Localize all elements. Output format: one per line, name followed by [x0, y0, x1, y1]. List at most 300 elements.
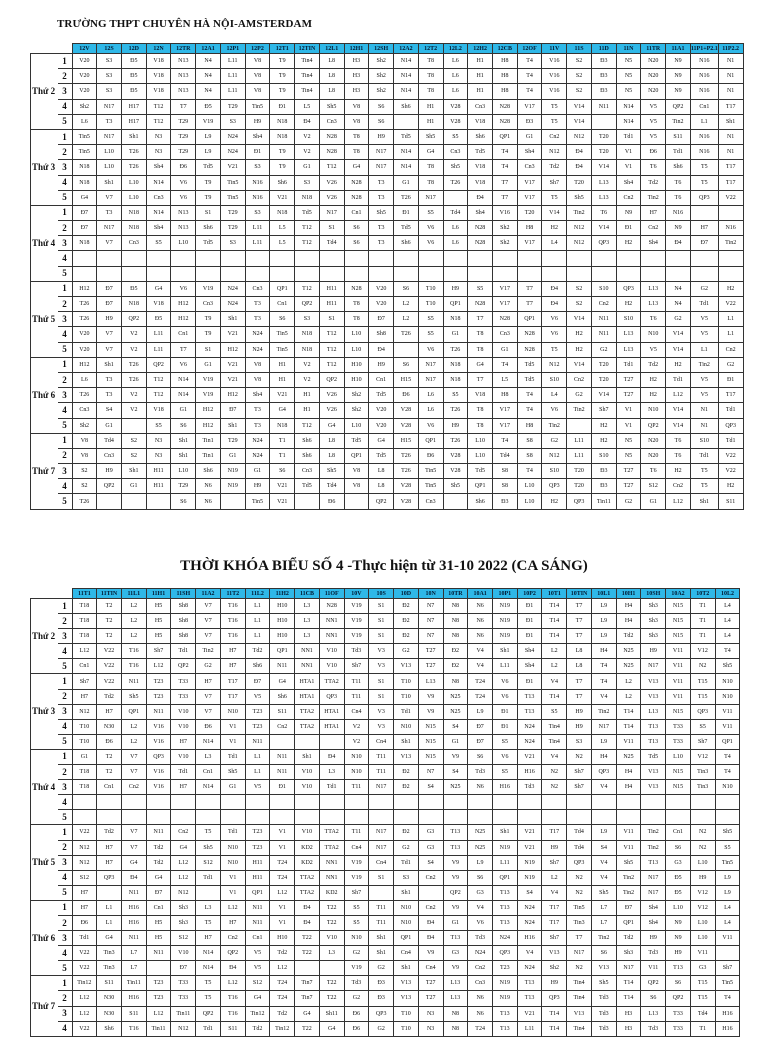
schedule-cell: V8: [72, 433, 97, 448]
schedule-cell: [196, 795, 221, 810]
schedule-cell: [641, 795, 666, 810]
schedule-cell: Sh4: [468, 205, 493, 220]
schedule-cell: S6: [591, 946, 616, 961]
schedule-cell: H16: [121, 915, 146, 930]
schedule-cell: N18: [121, 297, 146, 312]
period-row: [31, 659, 740, 674]
schedule-cell: H7: [97, 840, 122, 855]
schedule-cell: L13: [641, 297, 666, 312]
schedule-cell: S11: [97, 976, 122, 991]
schedule-cell: T8: [344, 297, 369, 312]
schedule-cell: T24: [270, 870, 295, 885]
schedule-cell: N17: [591, 719, 616, 734]
schedule-cell: N28: [517, 342, 542, 357]
schedule-cell: G1: [121, 479, 146, 494]
schedule-cell: N10: [641, 403, 666, 418]
schedule-cell: H17: [121, 99, 146, 114]
period-number: 1: [58, 900, 73, 915]
schedule-cell: V4: [542, 749, 567, 764]
schedule-cell: N24: [468, 946, 493, 961]
schedule-cell: N11: [121, 885, 146, 900]
schedule-cell: T15: [690, 674, 715, 689]
schedule-cell: G2: [394, 840, 419, 855]
schedule-cell: Td1: [616, 129, 641, 144]
schedule-cell: N2: [690, 840, 715, 855]
schedule-cell: Td2: [97, 825, 122, 840]
schedule-cell: T20: [567, 175, 592, 190]
class-column-header: 10L2: [715, 589, 740, 599]
schedule-cell: Cn2: [666, 479, 691, 494]
schedule-cell: Đ3: [369, 976, 394, 991]
schedule-cell: H9: [641, 644, 666, 659]
schedule-cell: S3: [220, 236, 245, 251]
schedule-cell: L2: [121, 719, 146, 734]
schedule-cell: N24: [245, 327, 270, 342]
period-row: [31, 915, 740, 930]
period-row: [31, 855, 740, 870]
schedule-cell: L9: [715, 870, 740, 885]
schedule-cell: T1: [690, 629, 715, 644]
schedule-cell: V18: [146, 84, 171, 99]
schedule-cell: T6: [641, 160, 666, 175]
schedule-cell: T4: [517, 69, 542, 84]
class-column-header: 10L1: [591, 589, 616, 599]
period-number: 1: [58, 976, 73, 991]
schedule-cell: Cn2: [718, 342, 743, 357]
schedule-cell: H7: [72, 689, 97, 704]
schedule-cell: T16: [220, 991, 245, 1006]
schedule-cell: Tin2: [591, 704, 616, 719]
class-column-header: 10T1: [542, 589, 567, 599]
period-row: [31, 689, 740, 704]
schedule-cell: V9: [418, 689, 443, 704]
schedule-cell: N4: [196, 69, 221, 84]
schedule-cell: L3: [319, 765, 344, 780]
schedule-cell: Sh5: [443, 479, 468, 494]
schedule-cell: H9: [542, 976, 567, 991]
schedule-cell: T4: [517, 84, 542, 99]
schedule-cell: V6: [468, 915, 493, 930]
period-number: 4: [58, 175, 73, 190]
schedule-cell: L6: [443, 69, 468, 84]
schedule-cell: H9: [369, 357, 394, 372]
schedule-cell: T6: [641, 464, 666, 479]
schedule-cell: H7: [97, 855, 122, 870]
period-number: 4: [58, 99, 73, 114]
schedule-cell: N15: [666, 614, 691, 629]
class-column-header: 12H2: [468, 44, 493, 54]
schedule-cell: L8: [567, 644, 592, 659]
schedule-cell: Tin2: [690, 357, 718, 372]
schedule-cell: T27: [418, 976, 443, 991]
schedule-cell: V21: [220, 372, 245, 387]
schedule-cell: Đ3: [591, 464, 616, 479]
period-number: 1: [58, 599, 73, 614]
schedule-cell: S10: [542, 464, 567, 479]
schedule-cell: H12: [196, 418, 221, 433]
schedule-cell: Sh1: [492, 644, 517, 659]
schedule-cell: HTA1: [295, 674, 320, 689]
schedule-cell: N15: [418, 734, 443, 749]
schedule-cell: Sh6: [196, 221, 221, 236]
schedule-cell: V7: [196, 689, 221, 704]
schedule-cell: [690, 810, 715, 825]
schedule-cell: [567, 251, 592, 266]
schedule-cell: N13: [171, 54, 196, 69]
schedule-cell: V10: [319, 659, 344, 674]
schedule-cell: N6: [196, 494, 221, 509]
schedule-cell: QP1: [517, 312, 542, 327]
schedule-cell: V21: [270, 190, 295, 205]
schedule-cell: G4: [319, 1021, 344, 1036]
schedule-cell: Sh4: [616, 175, 641, 190]
schedule-cell: N20: [641, 69, 666, 84]
schedule-cell: V20: [369, 403, 394, 418]
schedule-cell: N18: [72, 175, 97, 190]
schedule-cell: [121, 251, 146, 266]
schedule-cell: T16: [121, 659, 146, 674]
class-column-header: 12V: [72, 44, 97, 54]
schedule-cell: [641, 810, 666, 825]
period-number: 5: [58, 961, 73, 976]
schedule-cell: N17: [418, 190, 443, 205]
schedule-cell: S3: [295, 175, 320, 190]
schedule-cell: Td3: [641, 1021, 666, 1036]
schedule-cell: T5: [690, 175, 718, 190]
schedule-cell: Sh7: [542, 931, 567, 946]
schedule-cell: N9: [666, 84, 691, 99]
schedule-cell: H5: [146, 599, 171, 614]
schedule-cell: S2: [72, 464, 97, 479]
schedule-cell: Đ1: [245, 145, 270, 160]
schedule-cell: [344, 251, 369, 266]
schedule-cell: N14: [146, 205, 171, 220]
schedule-cell: T27: [616, 372, 641, 387]
schedule-cell: T17: [718, 388, 743, 403]
schedule-cell: S1: [369, 689, 394, 704]
schedule-cell: [97, 494, 122, 509]
schedule-cell: Đ4: [468, 190, 493, 205]
schedule-cell: Cn2: [567, 372, 592, 387]
schedule-cell: L10: [121, 175, 146, 190]
schedule-cell: QP2: [97, 479, 122, 494]
schedule-cell: Đ7: [690, 236, 718, 251]
schedule-cell: N18: [121, 221, 146, 236]
schedule-cell: Cn1: [171, 327, 196, 342]
schedule-cell: T8: [344, 312, 369, 327]
schedule-cell: H10: [270, 629, 295, 644]
schedule-cell: S5: [492, 765, 517, 780]
schedule-cell: V4: [468, 659, 493, 674]
schedule-cell: Tin1: [196, 448, 221, 463]
schedule-cell: T5: [542, 342, 567, 357]
schedule-cell: G3: [418, 840, 443, 855]
schedule-cell: T4: [492, 160, 517, 175]
schedule-cell: Đ2: [394, 629, 419, 644]
period-row: [31, 372, 744, 387]
schedule-cell: QP1: [443, 297, 468, 312]
schedule-cell: V7: [196, 599, 221, 614]
schedule-cell: S5: [492, 734, 517, 749]
schedule-cell: S5: [146, 236, 171, 251]
schedule-cell: L1: [690, 114, 718, 129]
schedule-cell: T15: [690, 991, 715, 1006]
schedule-cell: V2: [344, 734, 369, 749]
schedule-cell: Sh5: [715, 825, 740, 840]
schedule-cell: T24: [468, 674, 493, 689]
schedule-cell: Sh7: [344, 885, 369, 900]
schedule-cell: T6: [641, 312, 666, 327]
schedule-cell: T4: [591, 659, 616, 674]
schedule-cell: Td1: [718, 433, 743, 448]
schedule-cell: T29: [171, 129, 196, 144]
schedule-cell: V28: [394, 418, 419, 433]
schedule-cell: V9: [443, 855, 468, 870]
schedule-cell: N24: [492, 931, 517, 946]
period-row: [31, 961, 740, 976]
schedule-cell: V5: [690, 312, 718, 327]
schedule-cell: [718, 251, 743, 266]
schedule-cell: T5: [690, 464, 718, 479]
day-label: Thứ 6: [31, 357, 58, 433]
class-column-header: 12T2: [418, 44, 443, 54]
class-column-header: 12A1: [196, 44, 221, 54]
schedule-cell: T3: [97, 114, 122, 129]
schedule-cell: Tin4: [567, 976, 592, 991]
schedule-cell: S4: [97, 403, 122, 418]
schedule-cell: V11: [616, 825, 641, 840]
schedule-cell: S1: [369, 629, 394, 644]
schedule-cell: TTA2: [319, 674, 344, 689]
schedule-cell: Đ7: [146, 885, 171, 900]
schedule-cell: Td5: [468, 145, 493, 160]
schedule-cell: V5: [690, 388, 718, 403]
schedule-cell: T4: [492, 433, 517, 448]
schedule-cell: L10: [171, 236, 196, 251]
schedule-cell: V6: [171, 175, 196, 190]
schedule-cell: N17: [319, 205, 344, 220]
schedule-cell: [394, 342, 419, 357]
schedule-cell: TTA2: [319, 840, 344, 855]
schedule-cell: V14: [591, 221, 616, 236]
class-column-header: 10H1: [616, 589, 641, 599]
schedule-cell: V7: [121, 825, 146, 840]
schedule-cell: N17: [418, 372, 443, 387]
schedule-cell: Tin5: [220, 175, 245, 190]
schedule-cell: [567, 266, 592, 281]
schedule-cell: Td1: [220, 749, 245, 764]
schedule-cell: N19: [492, 840, 517, 855]
schedule-cell: T5: [542, 190, 567, 205]
schedule-cell: N19: [220, 479, 245, 494]
schedule-cell: V5: [245, 946, 270, 961]
schedule-cell: Sh1: [171, 433, 196, 448]
period-row: [31, 433, 744, 448]
schedule-cell: N6: [468, 780, 493, 795]
schedule-cell: V1: [270, 915, 295, 930]
schedule-cell: Tin12: [270, 1021, 295, 1036]
schedule-cell: N10: [715, 689, 740, 704]
schedule-cell: Td1: [394, 704, 419, 719]
schedule-cell: [567, 810, 592, 825]
schedule-cell: V17: [492, 418, 517, 433]
schedule-cell: N14: [196, 734, 221, 749]
schedule-cell: KD2: [319, 885, 344, 900]
schedule-cell: [146, 266, 171, 281]
schedule-cell: Td3: [641, 946, 666, 961]
schedule-cell: V2: [121, 388, 146, 403]
schedule-cell: T22: [295, 946, 320, 961]
schedule-cell: S12: [72, 870, 97, 885]
schedule-cell: G2: [369, 1021, 394, 1036]
schedule-cell: Tin5: [715, 976, 740, 991]
schedule-cell: Cn1: [690, 99, 718, 114]
schedule-cell: Đ2: [394, 599, 419, 614]
schedule-cell: N14: [196, 946, 221, 961]
schedule-cell: V1: [616, 160, 641, 175]
schedule-cell: H1: [295, 403, 320, 418]
schedule-cell: T24: [468, 689, 493, 704]
schedule-cell: L12: [146, 659, 171, 674]
schedule-cell: Sh5: [121, 689, 146, 704]
schedule-cell: Tin4: [295, 84, 320, 99]
class-column-header: 12CB: [492, 44, 517, 54]
period-number: 3: [58, 388, 73, 403]
schedule-cell: H8: [517, 418, 542, 433]
schedule-cell: Sh7: [344, 659, 369, 674]
period-number: 2: [58, 448, 73, 463]
class-column-header: 12OF: [517, 44, 542, 54]
schedule-cell: Sh5: [567, 190, 592, 205]
schedule-cell: V8: [245, 54, 270, 69]
schedule-cell: Sh4: [245, 388, 270, 403]
schedule-cell: S1: [319, 221, 344, 236]
schedule-cell: N24: [245, 448, 270, 463]
schedule-cell: Đ1: [718, 372, 743, 387]
schedule-cell: N16: [690, 84, 718, 99]
schedule-cell: T13: [641, 734, 666, 749]
schedule-cell: T4: [517, 388, 542, 403]
schedule-cell: Cn3: [517, 160, 542, 175]
schedule-cell: N18: [295, 190, 320, 205]
schedule-cell: Đ5: [196, 99, 221, 114]
schedule-cell: T20: [567, 464, 592, 479]
schedule-cell: Cn3: [443, 145, 468, 160]
schedule-cell: [97, 251, 122, 266]
period-number: 5: [58, 885, 73, 900]
schedule-cell: [641, 266, 666, 281]
schedule-cell: V1: [220, 885, 245, 900]
schedule-cell: T9: [270, 84, 295, 99]
schedule-cell: N28: [468, 297, 493, 312]
schedule-cell: Cn4: [369, 734, 394, 749]
schedule-cell: Đ1: [492, 719, 517, 734]
schedule-cell: T9: [196, 175, 221, 190]
schedule-cell: N19: [492, 976, 517, 991]
schedule-cell: N20: [641, 54, 666, 69]
schedule-cell: T16: [220, 599, 245, 614]
schedule-cell: N28: [319, 599, 344, 614]
schedule-cell: S12: [196, 855, 221, 870]
period-number: 2: [58, 765, 73, 780]
schedule-cell: V18: [468, 114, 493, 129]
schedule-cell: G1: [443, 327, 468, 342]
class-column-header: 11N: [616, 44, 641, 54]
schedule-cell: V14: [591, 388, 616, 403]
schedule-cell: H1: [270, 372, 295, 387]
schedule-cell: QP2: [196, 1006, 221, 1021]
period-number: 2: [58, 689, 73, 704]
schedule-cell: T7: [492, 175, 517, 190]
schedule-cell: Đ1: [517, 599, 542, 614]
schedule-cell: Td2: [97, 689, 122, 704]
class-column-header: 10T2: [690, 589, 715, 599]
schedule-cell: N8: [443, 674, 468, 689]
schedule-cell: L8: [319, 84, 344, 99]
schedule-cell: H12: [220, 388, 245, 403]
schedule-cell: S6: [666, 840, 691, 855]
schedule-cell: [121, 795, 146, 810]
schedule-cell: N25: [468, 840, 493, 855]
schedule-cell: N24: [517, 915, 542, 930]
schedule-cell: N15: [666, 765, 691, 780]
schedule-cell: Sh1: [220, 312, 245, 327]
schedule-cell: N8: [443, 1006, 468, 1021]
schedule-cell: Cn3: [418, 494, 443, 509]
period-row: [31, 54, 744, 69]
schedule-cell: V20: [72, 54, 97, 69]
schedule-cell: QP3: [492, 946, 517, 961]
schedule-cell: T26: [72, 312, 97, 327]
schedule-cell: V20: [72, 327, 97, 342]
schedule-cell: V19: [196, 372, 221, 387]
period-row: [31, 795, 740, 810]
period-row: [31, 931, 740, 946]
schedule-cell: Đ7: [616, 900, 641, 915]
schedule-cell: S6: [270, 312, 295, 327]
schedule-cell: [270, 266, 295, 281]
schedule-cell: T3: [245, 297, 270, 312]
schedule-cell: L13: [641, 1006, 666, 1021]
schedule-cell: G3: [468, 885, 493, 900]
schedule-cell: T10: [394, 689, 419, 704]
schedule-cell: [121, 494, 146, 509]
schedule-cell: N10: [394, 900, 419, 915]
schedule-cell: S6: [394, 357, 419, 372]
schedule-cell: V26: [319, 403, 344, 418]
schedule-cell: V6: [171, 281, 196, 296]
schedule-cell: S3: [295, 312, 320, 327]
schedule-cell: T12: [146, 114, 171, 129]
schedule-cell: Đ1: [492, 704, 517, 719]
schedule-cell: V7: [121, 840, 146, 855]
schedule-cell: N9: [616, 205, 641, 220]
schedule-cell: Cn3: [492, 327, 517, 342]
schedule-cell: L10: [468, 433, 493, 448]
schedule-cell: S2: [567, 69, 592, 84]
schedule-cell: N3: [418, 1006, 443, 1021]
schedule-cell: [270, 251, 295, 266]
schedule-cell: H10: [270, 599, 295, 614]
schedule-cell: T12: [319, 160, 344, 175]
schedule-cell: T23: [146, 991, 171, 1006]
schedule-cell: H7: [220, 644, 245, 659]
schedule-cell: N4: [196, 84, 221, 99]
schedule-cell: T9: [270, 160, 295, 175]
schedule-cell: V28: [394, 403, 419, 418]
period-number: 1: [58, 54, 73, 69]
schedule-cell: H4: [591, 644, 616, 659]
